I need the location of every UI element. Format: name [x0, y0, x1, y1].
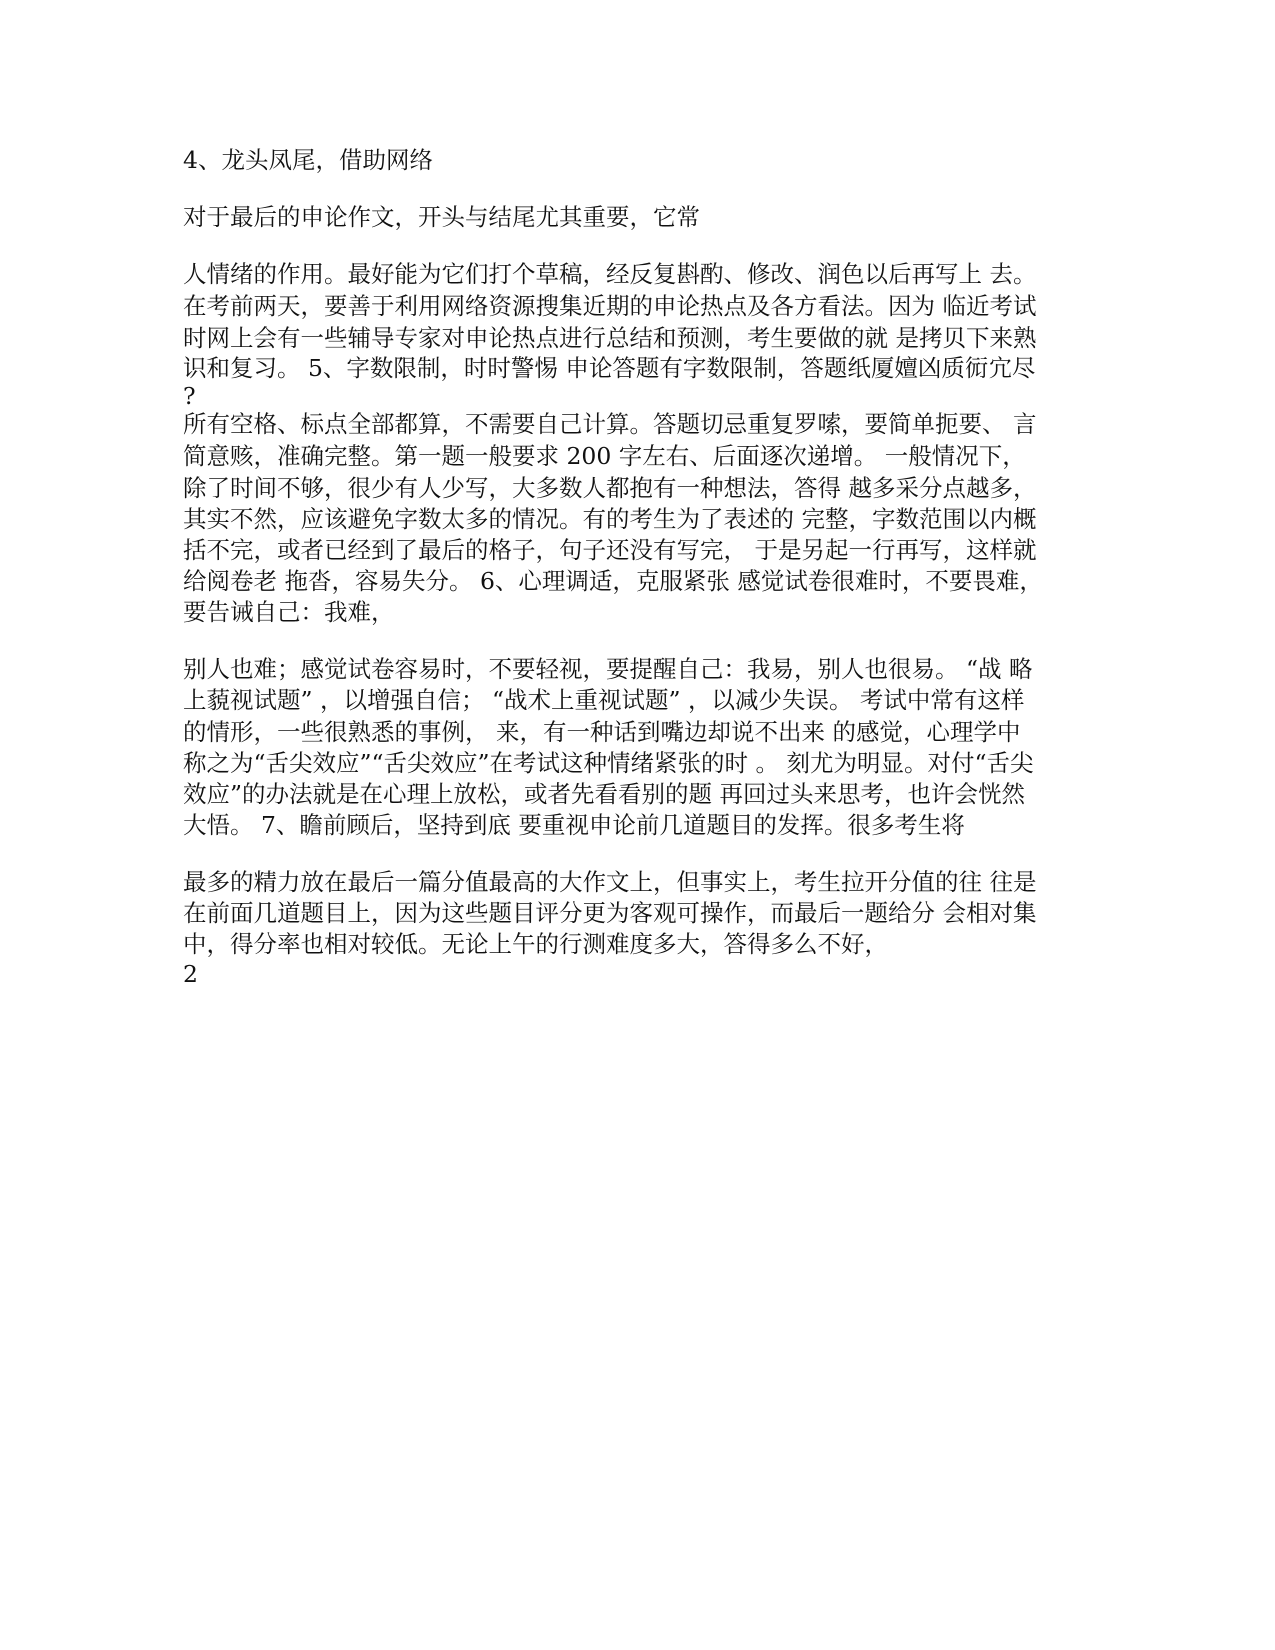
paragraph-line: 除了时间不够，很少有人少写，大多数人都抱有一种想法，答得 越多采分点越多，	[183, 474, 1037, 502]
paragraph-line: 中，得分率也相对较低。无论上午的行测难度多大，答得多么不好，	[183, 930, 888, 958]
paragraph-line: 效应”的办法就是在心理上放松，或者先看看别的题 再回过头来思考，也许会恍然	[183, 780, 1025, 808]
paragraph-line: 人情绪的作用。最好能为它们打个草稿，经反复斟酌、修改、润色以后再写上 去。	[183, 260, 1037, 288]
paragraph-line: 其实不然，应该避免字数太多的情况。有的考生为了表述的 完整，字数范围以内概	[183, 505, 1037, 533]
paragraph-line: 对于最后的申论作文，开头与结尾尤其重要，它常	[183, 203, 700, 231]
paragraph-line: ?	[183, 382, 196, 410]
paragraph-line: 在考前两天，要善于利用网络资源搜集近期的申论热点及各方看法。因为 临近考试	[183, 292, 1037, 320]
paragraph-line: 时网上会有一些辅导专家对申论热点进行总结和预测，考生要做的就 是拷贝下来熟	[183, 324, 1037, 352]
section-heading-4: 4、龙头凤尾，借助网络	[183, 146, 433, 174]
paragraph-line: 的情形，一些很熟悉的事例， 来，有一种话到嘴边却说不出来 的感觉，心理学中	[183, 718, 1021, 746]
paragraph-line: 括不完，或者已经到了最后的格子，句子还没有写完， 于是另起一行再写，这样就	[183, 536, 1037, 564]
paragraph-line: 给阅卷老 拖沓，容易失分。 6、心理调适，克服紧张 感觉试卷很难时，不要畏难，	[183, 567, 1043, 595]
paragraph-line: 上藐视试题” ，以增强自信； “战术上重视试题” ，以减少失误。 考试中常有这样	[183, 686, 1025, 714]
paragraph-line: 别人也难；感觉试卷容易时，不要轻视，要提醒自己：我易，别人也很易。 “战 略	[183, 655, 1033, 683]
paragraph-line: 识和复习。 5、字数限制，时时警惕 申论答题有字数限制，答题纸厦嬗凶质衏宂尽	[183, 354, 1036, 382]
paragraph-line: 所有空格、标点全部都算，不需要自己计算。答题切忌重复罗嗦，要简单扼要、 言	[183, 410, 1037, 438]
paragraph-line: 最多的精力放在最后一篇分值最高的大作文上，但事实上，考生拉开分值的往 往是	[183, 868, 1037, 896]
paragraph-line: 要告诫自己：我难，	[183, 598, 395, 626]
paragraph-line: 大悟。 7、瞻前顾后，坚持到底 要重视申论前几道题目的发挥。很多考生将	[183, 811, 965, 839]
paragraph-line: 称之为“舌尖效应”“舌尖效应”在考试这种情绪紧张的时 。 刻尤为明显。对付“舌尖	[183, 749, 1034, 777]
paragraph-line: 简意赅，准确完整。第一题一般要求 200 字左右、后面逐次递增。 一般情况下，	[183, 442, 1026, 470]
paragraph-line: 在前面几道题目上，因为这些题目评分更为客观可操作，而最后一题给分 会相对集	[183, 899, 1037, 927]
page-number: 2	[183, 960, 198, 988]
